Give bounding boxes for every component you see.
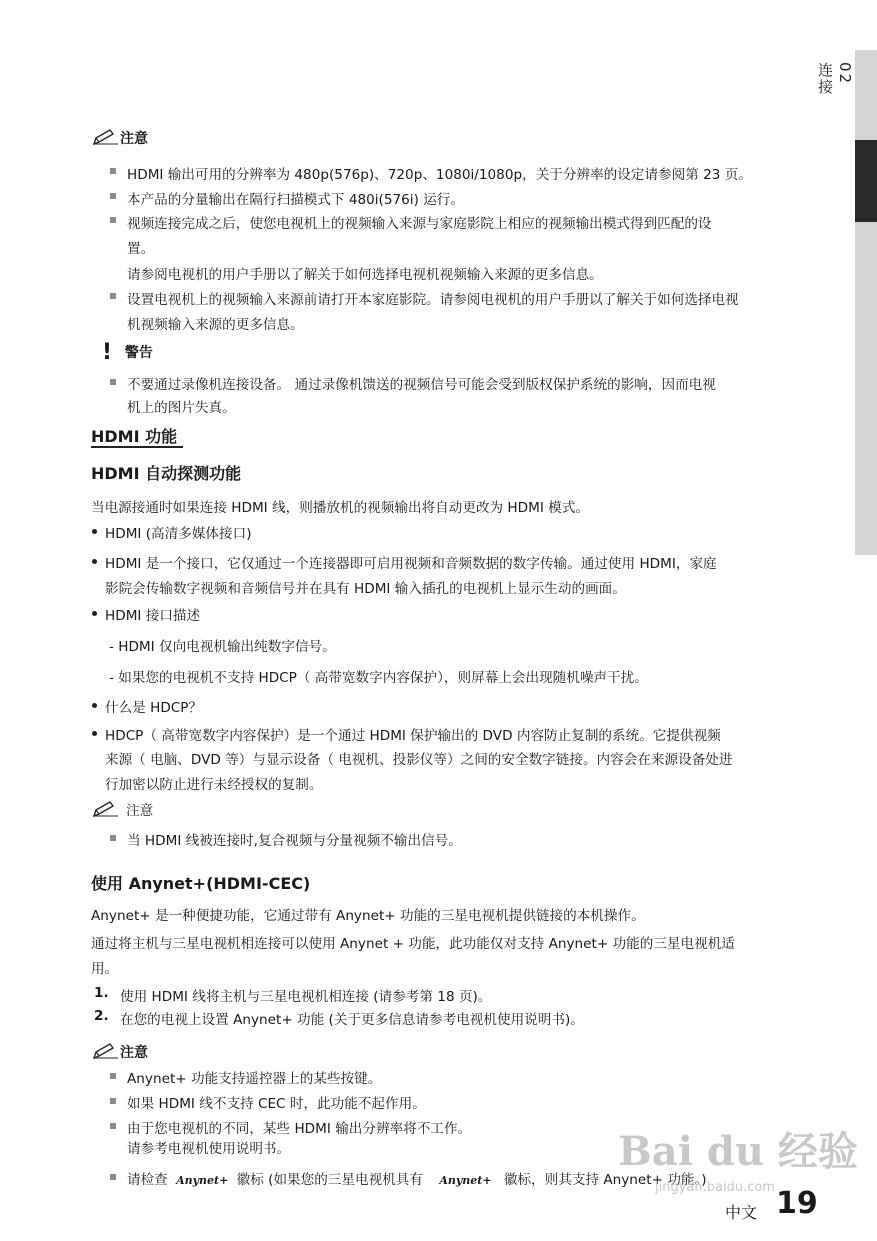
warning-line: 机上的图片失真。 <box>127 400 236 416</box>
sub-item: - 如果您的电视机不支持 HDCP（ 高带宽数字内容保护），则屏幕上会出现随机噪声干扰。 <box>109 670 648 686</box>
logo-note-text: 徽标，则其支持 Anynet+ 功能。) <box>503 1172 707 1188</box>
pencil-note-icon <box>92 128 120 146</box>
pencil-note-icon <box>92 800 120 818</box>
bullet-square <box>110 193 116 199</box>
side-tab-marker <box>855 140 877 222</box>
note-heading <box>92 128 148 148</box>
warning-line: 不要通过录像机连接设备。 通过录像机馈送的视频信号可能会受到版权保护系统的影响，因而电视 <box>127 377 716 393</box>
note-item: 本产品的分量输出在隔行扫描模式下 480i(576i) 运行。 <box>127 192 464 208</box>
bullet-dot <box>92 559 97 564</box>
bullet-text: 什么是 HDCP？ <box>105 700 203 716</box>
section-title: 使用 Anynet+(HDMI-CEC) <box>91 874 311 893</box>
note-item: 当 HDMI 线被连接时,复合视频与分量视频不输出信号。 <box>127 833 462 849</box>
bullet-square <box>110 1098 116 1104</box>
bullet-dot <box>92 731 97 736</box>
bullet-text-cont: 影院会传输数字视频和音频信号并在具有 HDMI 输入插孔的电视机上显示生动的画面。 <box>105 581 626 597</box>
exclamation-icon: ! <box>102 340 113 365</box>
bullet-dot <box>92 529 97 534</box>
note-title: 注意 <box>120 1045 148 1061</box>
bullet-text-cont: 来源（ 电脑、DVD 等）与显示设备（ 电视机、投影仪等）之间的安全数字链接。内容会在来源设备处进 <box>105 752 733 768</box>
step-number: 2. <box>94 1008 109 1024</box>
sub-item: - HDMI 仅向电视机输出纯数字信号。 <box>109 639 336 655</box>
side-tab <box>816 62 854 96</box>
bullet-square <box>110 168 116 174</box>
bullet-square <box>110 379 116 385</box>
step-text: 在您的电视上设置 Anynet+ 功能 (关于更多信息请参考电视机使用说明书)。 <box>120 1012 584 1028</box>
warning-heading <box>102 340 153 365</box>
logo-note-text: 请检查 <box>127 1172 168 1188</box>
warning-title: 警告 <box>124 345 153 361</box>
section-underline <box>91 446 183 448</box>
note-item-cont: 请参考电视机使用说明书。 <box>127 1141 291 1157</box>
bullet-square <box>110 1174 116 1180</box>
chapter-number: 02 <box>836 62 854 86</box>
step-number: 1. <box>94 985 109 1001</box>
anynet-logo: Anynet+ <box>439 1174 492 1187</box>
note-item: 视频连接完成之后，使您电视机上的视频输入来源与家庭影院上相应的视频输出模式得到匹配的设 <box>127 216 712 232</box>
bullet-square <box>110 293 116 299</box>
note-item: Anynet+ 功能支持遥控器上的某些按键。 <box>127 1071 382 1087</box>
pencil-note-icon <box>92 1042 120 1060</box>
bullet-text: HDCP（ 高带宽数字内容保护）是一个通过 HDMI 保护输出的 DVD 内容防止复制的系统。它提供视频 <box>105 728 721 744</box>
page-number: 19 <box>776 1186 818 1221</box>
bullet-square <box>110 1073 116 1079</box>
note-title: 注意 <box>120 131 148 147</box>
bullet-text: HDMI 接口描述 <box>105 608 201 624</box>
paragraph-cont: 用。 <box>91 961 119 977</box>
note-title: 注意 <box>126 803 154 819</box>
paragraph: Anynet+ 是一种便捷功能，它通过带有 Anynet+ 功能的三星电视机提供链接的本机操作。 <box>91 908 645 924</box>
watermark-brand: Bai du 经验 <box>618 1128 858 1175</box>
note-item: 设置电视机上的视频输入来源前请打开本家庭影院。请参阅电视机的用户手册以了解关于如何选择电视 <box>127 292 739 308</box>
paragraph: 当电源接通时如果连接 HDMI 线，则播放机的视频输出将自动更改为 HDMI 模式。 <box>91 500 589 516</box>
footer-language: 中文 <box>725 1203 758 1222</box>
note-heading-2 <box>92 799 153 819</box>
anynet-logo: Anynet+ <box>176 1174 229 1187</box>
note-item-cont: 请参阅电视机的用户手册以了解关于如何选择电视机视频输入来源的更多信息。 <box>127 267 603 283</box>
section-title: HDMI 功能 <box>91 427 178 446</box>
paragraph: 通过将主机与三星电视机相连接可以使用 Anynet + 功能，此功能仅对支持 Anynet+ 功能的三星电视机适 <box>91 936 735 952</box>
bullet-text: HDMI (高清多媒体接口) <box>105 526 252 542</box>
note-item: HDMI 输出可用的分辨率为 480p(576p)、720p、1080i/1080p，关于分辨率的设定请参阅第 23 页。 <box>127 167 752 183</box>
bullet-dot <box>92 703 97 708</box>
bullet-square <box>110 217 116 223</box>
note-item-cont: 机视频输入来源的更多信息。 <box>127 317 304 333</box>
note-item: 如果 HDMI 线不支持 CEC 时，此功能不起作用。 <box>127 1096 426 1112</box>
note-item: 由于您电视机的不同，某些 HDMI 输出分辨率将不工作。 <box>127 1121 472 1137</box>
logo-note-text: 徽标 (如果您的三星电视机具有 <box>236 1172 423 1188</box>
watermark-url: jingyan.baidu.com <box>655 1180 775 1195</box>
chapter-label: 连接 <box>816 62 834 96</box>
bullet-square <box>110 1123 116 1129</box>
side-tab-strip <box>855 50 877 555</box>
bullet-square <box>110 835 116 841</box>
note-item-cont: 置。 <box>127 241 155 257</box>
step-text: 使用 HDMI 线将主机与三星电视机相连接 (请参考第 18 页)。 <box>120 989 492 1005</box>
bullet-text: HDMI 是一个接口，它仅通过一个连接器即可启用视频和音频数据的数字传输。通过使用 HDMI，家庭 <box>105 556 717 572</box>
subsection-title: HDMI 自动探测功能 <box>91 464 242 483</box>
bullet-dot <box>92 611 97 616</box>
bullet-text-cont: 行加密以防止进行未经授权的复制。 <box>105 777 323 793</box>
note-heading-3 <box>92 1042 148 1062</box>
